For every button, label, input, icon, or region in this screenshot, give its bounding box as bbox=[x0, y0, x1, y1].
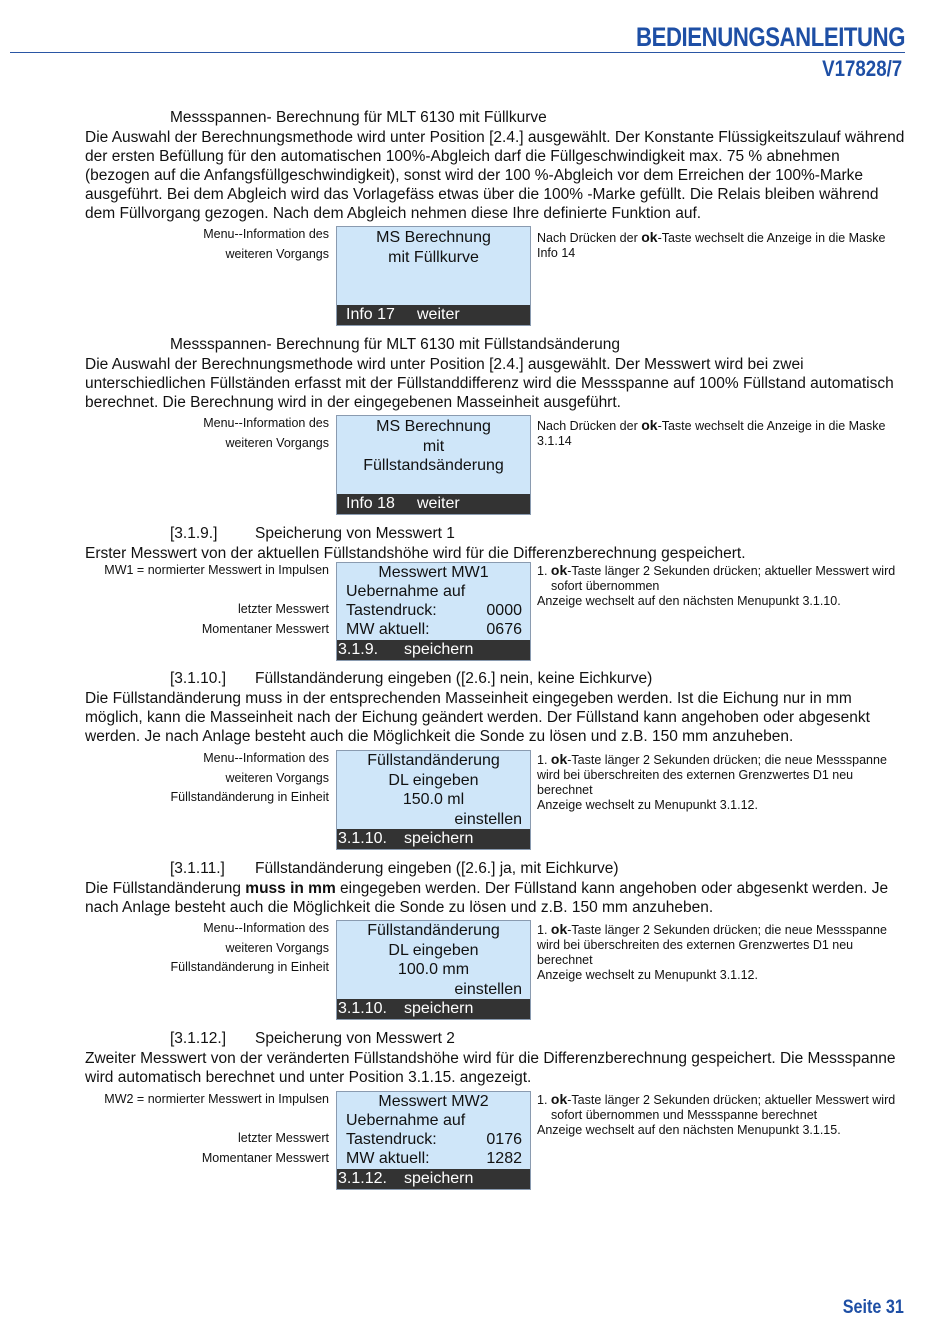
lcd-display bbox=[336, 415, 531, 515]
ok-key: ok bbox=[641, 417, 658, 433]
side-note bbox=[537, 563, 912, 609]
side-label: Momentaner Messwert bbox=[201, 622, 329, 636]
paragraph-line: dem Füllvorgang gezogen. Nach dem Abgleich nehmen diese Ihre definierte Funktion auf. bbox=[85, 205, 702, 222]
header-divider bbox=[10, 52, 905, 53]
section-paragraph bbox=[85, 544, 915, 563]
lcd-line: MS Berechnung bbox=[376, 229, 491, 246]
paragraph-line: Die Füllstandänderung muss in mm eingegeben werden. Der Füllstand kann angehoben oder abgesenkt werden. Je bbox=[85, 880, 889, 897]
lcd-line: Uebernahme auf bbox=[346, 583, 466, 600]
lcd-line: einstellen bbox=[454, 811, 522, 828]
lcd-display bbox=[336, 1091, 531, 1190]
side-label: Menu--Information des bbox=[203, 416, 329, 430]
paragraph-line: ausgeführt. Bei dem Abgleich wird das Vorlagefäss etwas über die 100% -Marke gefüllt. Die Relais bleiben während bbox=[85, 186, 879, 203]
lcd-line: DL eingeben bbox=[388, 772, 479, 789]
lcd-line: mit bbox=[422, 438, 445, 455]
side-label: Menu--Information des bbox=[203, 751, 329, 765]
header-title: BEDIENUNGSANLEITUNG bbox=[636, 22, 905, 52]
lcd-status-bar bbox=[337, 305, 530, 325]
section-title: [3.1.11.] Füllstandänderung eingeben ([2.6.] ja, mit Eichkurve) bbox=[170, 860, 619, 877]
side-note bbox=[537, 230, 912, 261]
paragraph-line: (bezogen auf die Anfangsfüllgeschwindigkeit), sonst wird der 100 %-Abgleich vor dem Erreichen der 100%-Marke bbox=[85, 167, 863, 184]
page-number: Seite 31 bbox=[842, 1297, 904, 1318]
lcd-bar-right: weiter bbox=[417, 495, 460, 512]
lcd-bar-right: speichern bbox=[404, 830, 474, 847]
lcd-line: MW aktuell: 0676 bbox=[346, 621, 522, 638]
section-number: [3.1.9.] bbox=[170, 525, 218, 542]
section-paragraph bbox=[85, 128, 915, 223]
paragraph-line: der ersten Befüllung für den automatischen 100%-Abgleich darf die Füllgeschwindigkeit max. 75 % abnehmen bbox=[85, 148, 840, 165]
note-line: sofort übernommen bbox=[551, 579, 660, 593]
side-label: Momentaner Messwert bbox=[201, 1151, 329, 1165]
note-line: Anzeige wechselt auf den nächsten Menupunkt 3.1.10. bbox=[537, 594, 841, 608]
lcd-line: DL eingeben bbox=[388, 942, 479, 959]
ok-key: ok bbox=[550, 1091, 568, 1107]
lcd-bar-right: speichern bbox=[404, 641, 474, 658]
section-paragraph bbox=[85, 689, 915, 746]
note-line: Anzeige wechselt zu Menupunkt 3.1.12. bbox=[537, 798, 758, 812]
side-label: letzter Messwert bbox=[238, 1131, 329, 1145]
note-line: Nach Drücken der ok-Taste wechselt die Anzeige in die Maske bbox=[537, 417, 886, 433]
lcd-display bbox=[336, 920, 531, 1020]
lcd-line: Messwert MW2 bbox=[378, 1093, 489, 1110]
lcd-bar-left: 3.1.10. bbox=[338, 1000, 387, 1017]
note-line: Nach Drücken der ok-Taste wechselt die Anzeige in die Maske bbox=[537, 229, 886, 245]
lcd-line: Füllstandsänderung bbox=[363, 457, 504, 474]
lcd-line: 100.0 mm bbox=[397, 961, 470, 978]
lcd-status-bar bbox=[337, 494, 530, 514]
ok-key: ok bbox=[550, 751, 568, 767]
note-line: 1. ok-Taste länger 2 Sekunden drücken; aktueller Messwert wird bbox=[537, 1091, 896, 1107]
section-title: [3.1.12.] Speicherung von Messwert 2 bbox=[170, 1030, 455, 1047]
lcd-line: Messwert MW1 bbox=[378, 564, 489, 581]
ok-key: ok bbox=[550, 562, 568, 578]
side-note bbox=[537, 922, 912, 983]
side-label: weiteren Vorgangs bbox=[225, 771, 329, 785]
section-title: Messspannen- Berechnung für MLT 6130 mit Füllkurve bbox=[170, 109, 547, 126]
lcd-status-bar bbox=[337, 999, 530, 1019]
lcd-display bbox=[336, 226, 531, 326]
note-line: Anzeige wechselt zu Menupunkt 3.1.12. bbox=[537, 968, 758, 982]
lcd-line: einstellen bbox=[454, 981, 522, 998]
emphasis: muss in mm bbox=[245, 880, 336, 897]
note-line: wird bei überschreiten des externen Grenzwertes D1 neu bbox=[537, 768, 854, 782]
paragraph-line: werden. Je nach Anlage besteht auch die Möglichkeit die Sonde zu lösen und z.B. 150 mm anzuheben. bbox=[85, 728, 794, 745]
note-line: 1. ok-Taste länger 2 Sekunden drücken; die neue Messspanne bbox=[537, 921, 887, 937]
side-label: weiteren Vorgangs bbox=[225, 941, 329, 955]
paragraph-line: Die Auswahl der Berechnungsmethode wird unter Position [2.4.] ausgewählt. Der Konstante Flüssigkeitszulauf während bbox=[85, 129, 905, 146]
section-number: [3.1.12.] bbox=[170, 1030, 227, 1047]
lcd-bar-left: Info 18 bbox=[346, 495, 395, 512]
section-title: Messspannen- Berechnung für MLT 6130 mit Füllstandsänderung bbox=[170, 336, 621, 353]
side-label: Menu--Information des bbox=[203, 921, 329, 935]
side-note bbox=[537, 1092, 912, 1138]
side-label: MW1 = normierter Messwert in Impulsen bbox=[104, 563, 329, 577]
note-line: 1. ok-Taste länger 2 Sekunden drücken; die neue Messspanne bbox=[537, 751, 887, 767]
lcd-line: 150.0 ml bbox=[402, 791, 465, 808]
side-label: Füllstandänderung in Einheit bbox=[170, 960, 329, 974]
note-line: wird bei überschreiten des externen Grenzwertes D1 neu bbox=[537, 938, 854, 952]
section-title: [3.1.9.] Speicherung von Messwert 1 bbox=[170, 525, 455, 542]
side-label: weiteren Vorgangs bbox=[225, 436, 329, 450]
section-title: [3.1.10.] Füllstandänderung eingeben ([2.6.] nein, keine Eichkurve) bbox=[170, 670, 653, 687]
note-line: sofort übernommen und Messspanne berechnet bbox=[551, 1108, 818, 1122]
paragraph-line: berechnet. Die Berechnung wird in der eingegebenen Masseinheit ausgeführt. bbox=[85, 394, 621, 411]
lcd-bar-left: Info 17 bbox=[346, 306, 395, 323]
section-paragraph bbox=[85, 879, 915, 917]
side-note bbox=[537, 752, 912, 813]
side-note bbox=[537, 418, 912, 449]
paragraph-line: möglich, kann die Masseinheit nach der Eichung geändert werden. Der Füllstand kann angehoben oder abgesenkt bbox=[85, 709, 870, 726]
note-line: berechnet bbox=[537, 783, 593, 797]
paragraph-line: nach Anlage besteht auch die Möglichkeit die Sonde zu lösen und z.B. 150 mm anzuheben. bbox=[85, 899, 714, 916]
note-line: Info 14 bbox=[537, 246, 576, 260]
paragraph-line: Die Auswahl der Berechnungsmethode wird unter Position [2.4.] ausgewählt. Der Messwert wird bei zwei bbox=[85, 356, 804, 373]
lcd-line: Uebernahme auf bbox=[346, 1112, 466, 1129]
side-label: Füllstandänderung in Einheit bbox=[170, 790, 329, 804]
side-label: Menu--Information des bbox=[203, 227, 329, 241]
lcd-bar-left: 3.1.9. bbox=[338, 641, 379, 658]
section-number: [3.1.11.] bbox=[170, 860, 225, 877]
note-line: 1. ok-Taste länger 2 Sekunden drücken; aktueller Messwert wird bbox=[537, 562, 896, 578]
lcd-bar-left: 3.1.12. bbox=[338, 1170, 387, 1187]
note-line: 3.1.14 bbox=[537, 434, 572, 448]
paragraph-line: unterschiedlichen Füllständen erfasst mit der Füllstanddifferenz wird die Messspanne auf 100% Füllstand automatisch bbox=[85, 375, 894, 392]
lcd-status-bar bbox=[337, 829, 530, 849]
side-label: weiteren Vorgangs bbox=[225, 247, 329, 261]
section-paragraph bbox=[85, 355, 915, 412]
paragraph-line: Die Füllstandänderung muss in der entsprechenden Masseinheit eingegeben werden. Ist die Eichung nur in mm bbox=[85, 690, 852, 707]
lcd-status-bar bbox=[337, 1169, 530, 1189]
paragraph-line: Zweiter Messwert von der veränderten Füllstandshöhe wird für die Differenzberechnung gespeichert. Die Messspanne bbox=[85, 1050, 896, 1067]
lcd-line: Füllstandänderung bbox=[367, 752, 500, 769]
lcd-status-bar bbox=[337, 640, 530, 660]
document-code: V17828/7 bbox=[821, 56, 902, 81]
lcd-bar-right: speichern bbox=[404, 1000, 474, 1017]
lcd-line: Tastendruck: 0000 bbox=[346, 602, 522, 619]
note-line: berechnet bbox=[537, 953, 593, 967]
paragraph-line: Erster Messwert von der aktuellen Füllstandshöhe wird für die Differenzberechnung gespeichert. bbox=[85, 545, 746, 562]
section-number: [3.1.10.] bbox=[170, 670, 227, 687]
section-paragraph bbox=[85, 1049, 915, 1087]
lcd-display bbox=[336, 750, 531, 850]
lcd-line: MW aktuell: 1282 bbox=[346, 1150, 522, 1167]
lcd-bar-right: weiter bbox=[417, 306, 460, 323]
lcd-line: mit Füllkurve bbox=[388, 249, 479, 266]
note-line: Anzeige wechselt auf den nächsten Menupunkt 3.1.15. bbox=[537, 1123, 841, 1137]
lcd-bar-left: 3.1.10. bbox=[338, 830, 387, 847]
ok-key: ok bbox=[641, 229, 658, 245]
side-label: letzter Messwert bbox=[238, 602, 329, 616]
lcd-bar-right: speichern bbox=[404, 1170, 474, 1187]
lcd-display bbox=[336, 562, 531, 661]
lcd-line: Tastendruck: 0176 bbox=[346, 1131, 522, 1148]
lcd-line: MS Berechnung bbox=[376, 418, 491, 435]
lcd-line: Füllstandänderung bbox=[367, 922, 500, 939]
paragraph-line: wird automatisch berechnet und unter Position 3.1.15. angezeigt. bbox=[85, 1069, 532, 1086]
side-label: MW2 = normierter Messwert in Impulsen bbox=[104, 1092, 329, 1106]
ok-key: ok bbox=[550, 921, 568, 937]
